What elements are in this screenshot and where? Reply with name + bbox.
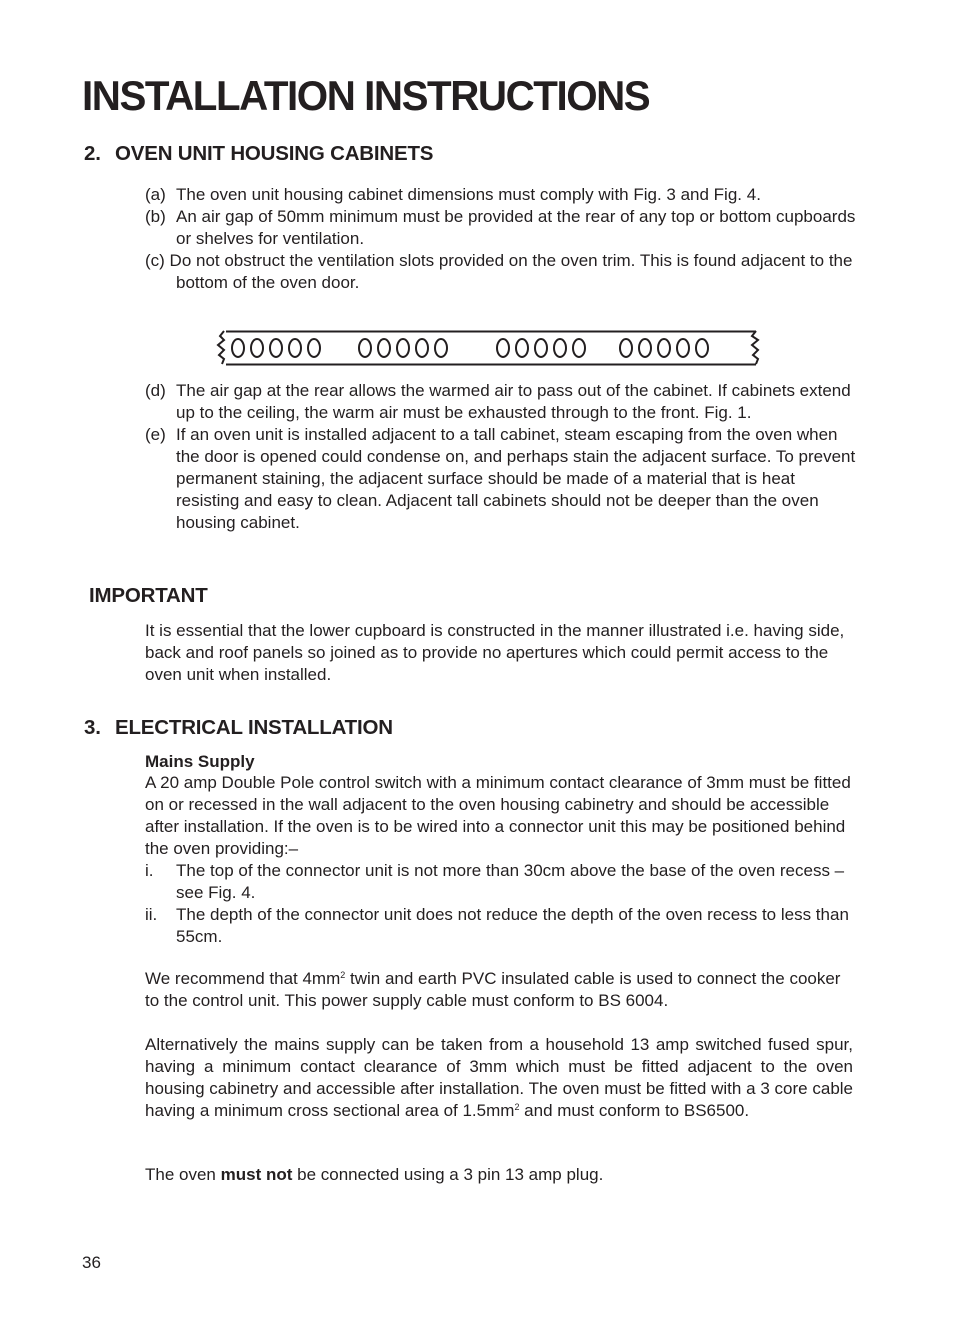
list-item-ii bbox=[145, 904, 857, 948]
section-2-list-a bbox=[145, 184, 857, 294]
page-number: 36 bbox=[82, 1253, 101, 1272]
list-marker: (a) bbox=[145, 185, 166, 204]
list-marker: (d) bbox=[145, 381, 166, 400]
plug-text-part-2: be connected using a 3 pin 13 amp plug. bbox=[292, 1165, 604, 1184]
list-item-e bbox=[145, 424, 857, 534]
section-3-number: 3. bbox=[84, 716, 101, 739]
section-3-heading bbox=[84, 716, 393, 740]
list-text: The depth of the connector unit does not reduce the depth of the oven recess to less than 55cm. bbox=[176, 905, 849, 946]
cable-text-part-1: We recommend that 4mm bbox=[145, 969, 341, 988]
list-marker: (e) bbox=[145, 425, 166, 444]
plug-text-part-1: The oven bbox=[145, 1165, 221, 1184]
list-text: The air gap at the rear allows the warmed air to pass out of the cabinet. If cabinets extend up to the ceiling, the warm air must be exhausted through to the front. Fig. 1. bbox=[176, 381, 851, 422]
squared-superscript: 2 bbox=[340, 970, 346, 980]
section-2-number: 2. bbox=[84, 142, 101, 165]
section-2-list-b bbox=[145, 380, 857, 534]
list-item-i bbox=[145, 860, 857, 904]
section-3-title: ELECTRICAL INSTALLATION bbox=[115, 716, 393, 739]
squared-superscript: 2 bbox=[514, 1102, 520, 1112]
ventilation-slots-illustration bbox=[214, 328, 766, 368]
list-item-c: (c) Do not obstruct the ventilation slots provided on the oven trim. This is found adjacent to the bottom of the oven door. bbox=[145, 251, 853, 292]
list-item-a bbox=[145, 184, 857, 206]
section-2-heading bbox=[84, 142, 433, 166]
alt-text-part-1: Alternatively the mains supply can be taken from a household 13 amp switched fused spur, having a minimum contact clearance of 3mm which must be fitted adjacent to the oven housing cabinetry and accessible after installation. The oven must be fitted with a 3 core cable having a minimum cross sectional area of 1.5mm bbox=[145, 1035, 853, 1120]
list-item-d bbox=[145, 380, 857, 424]
mains-supply-intro: A 20 amp Double Pole control switch with a minimum contact clearance of 3mm must be fitted on or recessed in the wall adjacent to the oven housing cabinetry and should be accessible after installation. If the oven is to be wired into a connector unit this may be positioned behind the oven providing:– bbox=[145, 773, 851, 858]
alt-text-part-2: and must conform to BS6500. bbox=[519, 1101, 750, 1120]
list-text: The top of the connector unit is not more than 30cm above the base of the oven recess – see Fig. 4. bbox=[176, 861, 845, 902]
important-heading: IMPORTANT bbox=[89, 584, 208, 607]
plug-text-emphasis: must not bbox=[220, 1165, 293, 1184]
list-marker: (b) bbox=[145, 207, 166, 226]
list-marker: ii. bbox=[145, 905, 158, 924]
list-text: If an oven unit is installed adjacent to a tall cabinet, steam escaping from the oven when the door is opened could condense on, and perhaps stain the adjacent surface. To prevent permanent staining, the adjacent surface should be made of a material that is heat resisting and easy to clean. Adjacent tall cabinets should not be deeper than the oven housing cabinet. bbox=[176, 425, 856, 532]
list-item-b bbox=[145, 206, 857, 250]
plug-warning bbox=[145, 1164, 853, 1186]
section-3-list bbox=[145, 860, 857, 948]
list-text: An air gap of 50mm minimum must be provided at the rear of any top or bottom cupboards or shelves for ventilation. bbox=[176, 207, 856, 248]
section-2-title: OVEN UNIT HOUSING CABINETS bbox=[115, 142, 434, 165]
list-text: The oven unit housing cabinet dimensions must comply with Fig. 3 and Fig. 4. bbox=[176, 185, 761, 204]
cable-recommendation bbox=[145, 968, 853, 1012]
alternative-supply bbox=[145, 1034, 853, 1122]
cable-text-part-2: twin and earth PVC insulated cable is used to connect the cooker to the control unit. This power supply cable must conform to BS 6004. bbox=[145, 969, 841, 1010]
page-title: INSTALLATION INSTRUCTIONS bbox=[82, 72, 650, 119]
mains-supply-subheading: Mains Supply bbox=[145, 752, 255, 771]
list-marker: i. bbox=[145, 861, 154, 880]
important-text: It is essential that the lower cupboard is constructed in the manner illustrated i.e. having side, back and roof panels so joined as to provide no apertures which could permit access to the oven unit when installed. bbox=[145, 621, 845, 684]
